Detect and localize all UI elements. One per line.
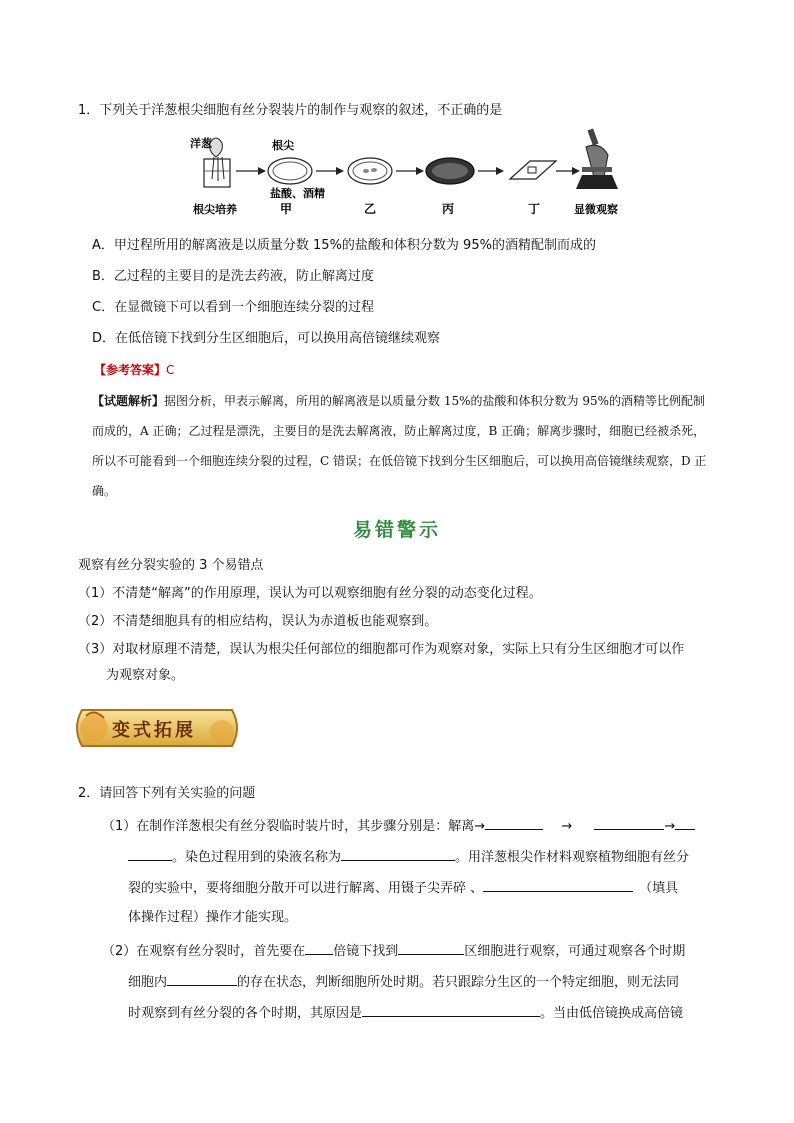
q2-part1-line3	[128, 877, 678, 899]
q2-part2-line3	[128, 1002, 683, 1024]
analysis-tag: 【试题解析】	[92, 394, 165, 408]
q2-part1-text-b: 。染色过程用到的染液名称为	[172, 850, 342, 865]
answer-analysis	[92, 386, 712, 506]
experiment-procedure-figure	[190, 127, 630, 222]
step-jia-label: 甲	[280, 202, 293, 216]
onion-label: 洋葱	[190, 137, 212, 150]
microscope-icon	[576, 128, 618, 189]
option-c: C．在显微镜下可以看到一个细胞连续分裂的过程	[92, 300, 375, 315]
slide-ding	[510, 161, 556, 179]
q2-part2-text-f: 时观察到有丝分裂的各个时期，其原因是	[128, 1006, 363, 1021]
blank-operation[interactable]	[483, 877, 633, 892]
step-yi-label: 乙	[364, 202, 377, 216]
microscope-label: 显微观察	[574, 203, 618, 216]
warning-item-3-cont: 为观察对象。	[106, 668, 185, 683]
blank-stain-name[interactable]	[341, 846, 455, 861]
answer-tag: 【参考答案】	[94, 363, 167, 377]
warning-item-1: （1）不清楚“解离”的作用原理，误认为可以观察细胞有丝分裂的动态变化过程。	[78, 586, 542, 601]
q2-part2-text-d: 细胞内	[128, 975, 168, 990]
q2-part1-line2	[128, 846, 689, 868]
q2-part1-arrow-2: →	[664, 819, 676, 834]
blank-region[interactable]	[398, 940, 464, 955]
blank-magnification[interactable]	[305, 940, 333, 955]
warning-item-2: （2）不清楚细胞具有的相应结构，误认为赤道板也能观察到。	[78, 614, 438, 629]
q2-part1-arrow-1: →	[561, 819, 573, 834]
answer-value: C	[166, 363, 175, 377]
step-ding-label: 丁	[528, 202, 541, 216]
question-2-title: 2．请回答下列有关实验的问题	[78, 786, 256, 801]
option-a: A．甲过程所用的解离液是以质量分数 15%的盐酸和体积分数为 95%的酒精配制而成的	[92, 238, 596, 253]
section-heading-warning: 易错警示	[352, 519, 441, 541]
warning-intro: 观察有丝分裂实验的 3 个易错点	[78, 558, 264, 573]
badge-text: 变式拓展	[112, 720, 196, 741]
q2-part2-text-b: 倍镜下找到	[333, 944, 399, 959]
option-b: B．乙过程的主要目的是洗去药液，防止解离过度	[92, 269, 374, 284]
blank-step-3[interactable]	[594, 815, 664, 830]
option-d: D．在低倍镜下找到分生区细胞后，可以换用高倍镜继续观察	[92, 331, 441, 346]
reference-answer	[94, 360, 174, 380]
q2-part2-text-c: 区细胞进行观察，可通过观察各个时期	[464, 944, 686, 959]
blank-step-4-end[interactable]	[128, 846, 172, 861]
q2-part2-text-g: 。当由低倍镜换成高倍镜	[540, 1006, 684, 1021]
root-culture-label: 根尖培养	[193, 203, 237, 216]
variant-extension-badge	[72, 698, 242, 758]
q2-part1-line1	[102, 815, 695, 837]
q2-part1-text-c: 。用洋葱根尖作材料观察植物细胞有丝分	[455, 850, 690, 865]
q2-part1-text-e: （填具	[639, 881, 679, 896]
blank-step-2[interactable]	[485, 815, 543, 830]
warning-item-3: （3）对取材原理不清楚，误认为根尖任何部位的细胞都可作为观察对象，实际上只有分生区细胞才可以作	[78, 642, 685, 657]
analysis-text: 据图分析，甲表示解离，所用的解离液是以质量分数 15%的盐酸和体积分数为 95%的酒精等比例配制而成的，A 正确；乙过程是漂洗，主要目的是洗去解离液，防止解离过度，B 正确；解离步骤时，细胞已经被杀死，所以不可能看到一个细胞连续分裂的过程，C 错误；在低倍镜下找到分生区细胞后，可以换用高倍镜继续观察，D 正确。	[92, 394, 707, 498]
step-bing-label: 丙	[442, 202, 455, 216]
blank-structure[interactable]	[167, 971, 237, 986]
q2-part2-line1	[102, 940, 685, 962]
q2-part2-text-a: （2）在观察有丝分裂时，首先要在	[102, 944, 306, 959]
reagents-label: 盐酸、酒精	[270, 187, 325, 200]
q2-part1-line4: 体操作过程）操作才能实现。	[128, 910, 298, 925]
root-tip-label: 根尖	[272, 139, 294, 152]
q2-part2-line2	[128, 971, 679, 993]
q2-part1-text-a: （1）在制作洋葱根尖有丝分裂临时装片时，其步骤分别是：解离→	[102, 819, 486, 834]
question-1-title: 1．下列关于洋葱根尖细胞有丝分裂装片的制作与观察的叙述，不正确的是	[78, 103, 503, 118]
blank-step-4-start[interactable]	[675, 815, 695, 830]
q2-part2-text-e: 的存在状态，判断细胞所处时期。若只跟踪分生区的一个特定细胞，则无法同	[237, 975, 680, 990]
blank-reason[interactable]	[362, 1002, 540, 1017]
q2-part1-text-d: 裂的实验中，要将细胞分散开可以进行解离、用镊子尖弄碎 、	[128, 881, 484, 896]
